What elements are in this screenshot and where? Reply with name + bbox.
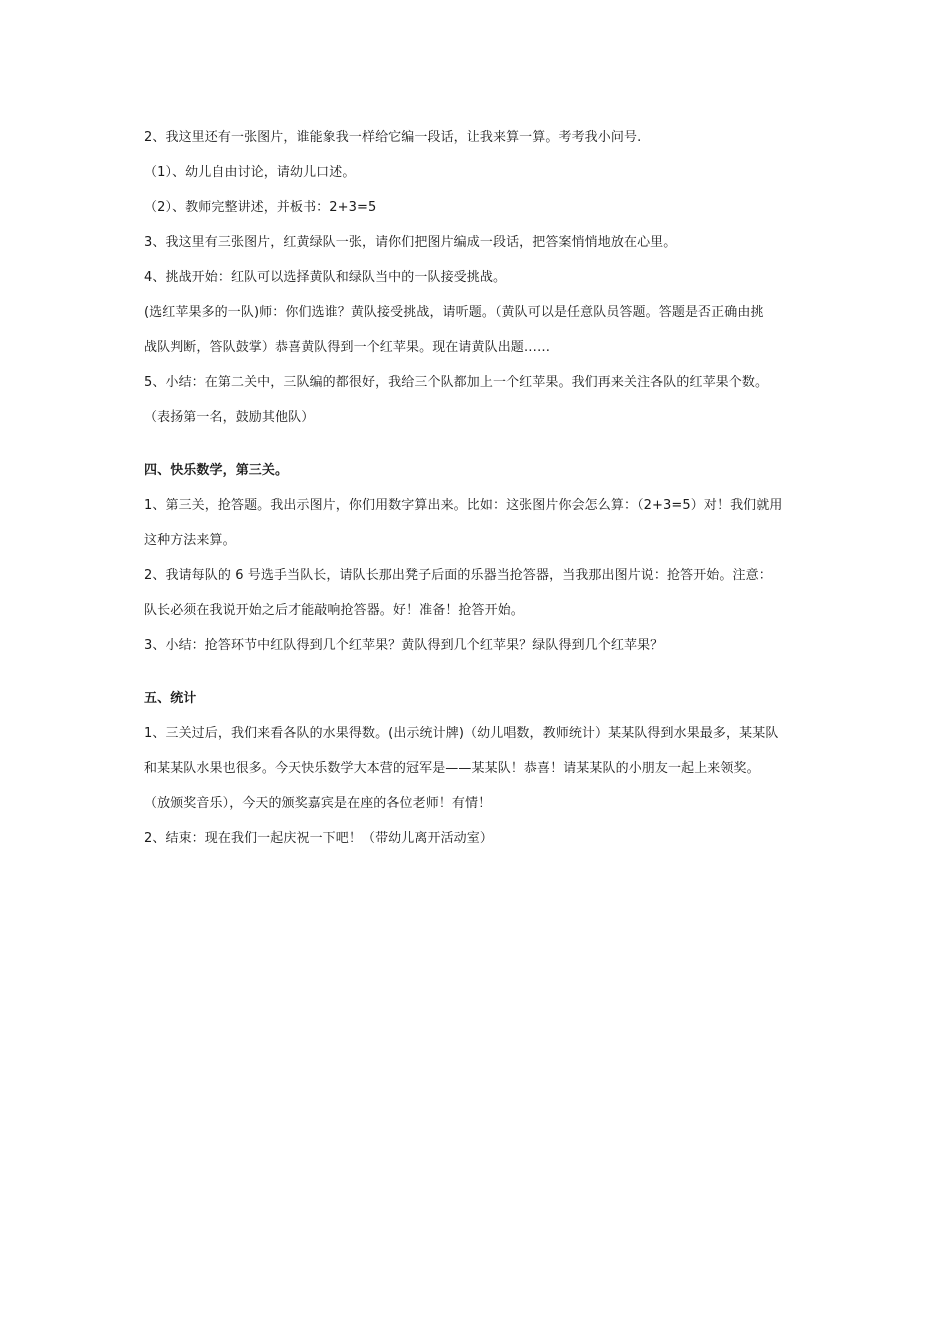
document-page — [144, 120, 824, 856]
paragraph-line: 3、我这里有三张图片，红黄绿队一张，请你们把图片编成一段话，把答案悄悄地放在心里。 — [144, 235, 677, 250]
paragraph-line: 和某某队水果也很多。今天快乐数学大本营的冠军是——某某队！恭喜！请某某队的小朋友一起上来领奖。 — [144, 761, 760, 776]
section-2-continued — [144, 120, 824, 435]
section-heading: 四、快乐数学，第三关。 — [144, 463, 289, 478]
paragraph-line: 这种方法来算。 — [144, 533, 236, 548]
paragraph-line: 2、我请每队的 6 号选手当队长，请队长那出凳子后面的乐器当抢答器，当我那出图片说：抢答开始。注意： — [144, 568, 772, 583]
paragraph-line: 2、我这里还有一张图片，谁能象我一样给它编一段话，让我来算一算。考考我小问号. — [144, 130, 642, 145]
paragraph-line: （表扬第一名，鼓励其他队） — [144, 410, 315, 425]
paragraph-line: 1、三关过后，我们来看各队的水果得数。(出示统计牌)（幼儿唱数，教师统计）某某队得到水果最多，某某队 — [144, 726, 779, 741]
section-4 — [144, 453, 824, 663]
paragraph-line: （1）、幼儿自由讨论，请幼儿口述。 — [144, 165, 356, 180]
paragraph-line: 队长必须在我说开始之后才能敲响抢答器。好！准备！抢答开始。 — [144, 603, 524, 618]
paragraph-line: 5、小结：在第二关中，三队编的都很好，我给三个队都加上一个红苹果。我们再来关注各队的红苹果个数。 — [144, 375, 769, 390]
paragraph-line: （2）、教师完整讲述，并板书：2+3=5 — [144, 200, 377, 215]
paragraph-line: (选红苹果多的一队)师：你们选谁？黄队接受挑战，请听题。（黄队可以是任意队员答题。答题是否正确由挑 — [144, 305, 764, 320]
paragraph-line: （放颁奖音乐），今天的颁奖嘉宾是在座的各位老师！有情！ — [144, 796, 492, 811]
paragraph-line: 2、结束：现在我们一起庆祝一下吧！（带幼儿离开活动室） — [144, 831, 493, 846]
paragraph-line: 战队判断，答队鼓掌）恭喜黄队得到一个红苹果。现在请黄队出题…… — [144, 340, 551, 355]
paragraph-line: 1、第三关，抢答题。我出示图片，你们用数字算出来。比如：这张图片你会怎么算：（2+3=5）对！我们就用 — [144, 498, 783, 513]
section-spacer — [144, 663, 824, 681]
section-spacer — [144, 435, 824, 453]
paragraph-line: 4、挑战开始：红队可以选择黄队和绿队当中的一队接受挑战。 — [144, 270, 507, 285]
section-5 — [144, 681, 824, 856]
section-heading: 五、统计 — [144, 691, 197, 706]
paragraph-line: 3、小结：抢答环节中红队得到几个红苹果？黄队得到几个红苹果？绿队得到几个红苹果？ — [144, 638, 664, 653]
